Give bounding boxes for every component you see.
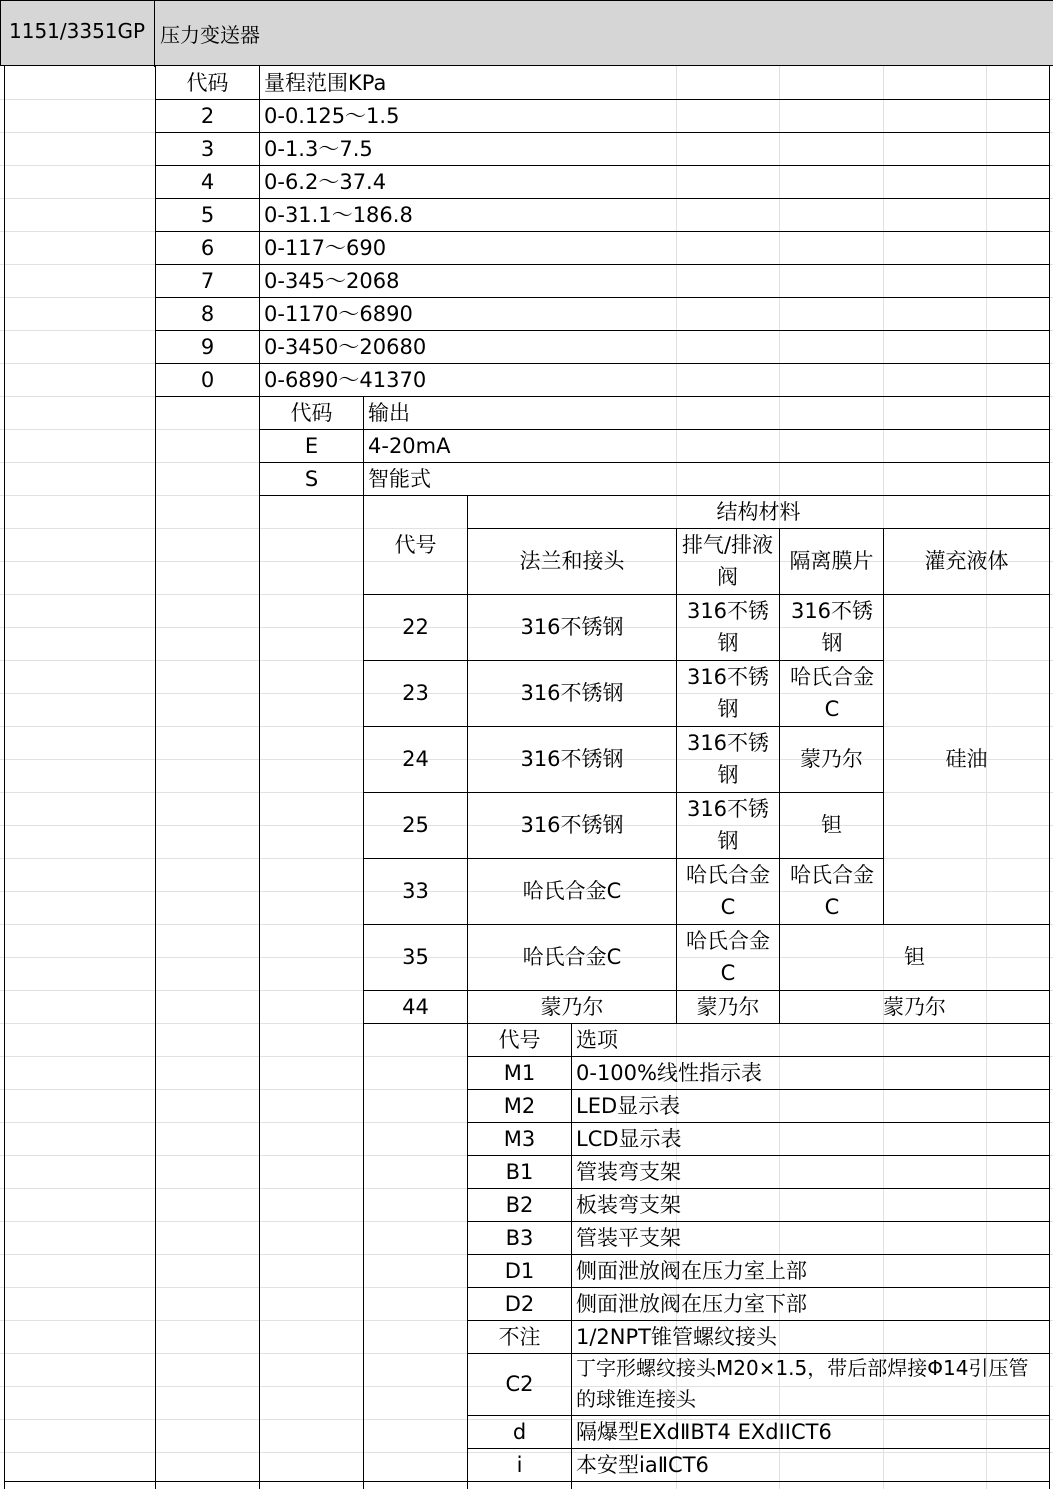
- border: [571, 1023, 572, 1489]
- border: [4, 66, 5, 1489]
- vent-value: 哈氏合金C: [686, 863, 770, 919]
- option-code-header: 代号: [498, 1028, 541, 1052]
- range-code: 4: [200, 170, 215, 194]
- border: [676, 528, 677, 1023]
- option-value: 本安型iaⅡCT6: [576, 1453, 709, 1477]
- diaphragm-value: 316不锈钢: [790, 599, 874, 655]
- diaphragm-value: 哈氏合金C: [790, 665, 874, 721]
- option-code: i: [516, 1453, 523, 1477]
- option-code: d: [512, 1420, 527, 1444]
- range-value: 0-6890～41370: [264, 368, 427, 392]
- range-code: 9: [200, 335, 215, 359]
- range-code: 3: [200, 137, 215, 161]
- grid-line: [986, 66, 987, 1489]
- option-value: 丁字形螺纹接头M20×1.5，带后部焊接Φ14引压管的球锥连接头: [576, 1356, 1029, 1411]
- vent-value: 316不锈钢: [686, 665, 770, 721]
- range-value: 0-117～690: [264, 236, 387, 260]
- range-value: 0-3450～20680: [264, 335, 427, 359]
- border: [363, 726, 884, 727]
- vent-value: 316不锈钢: [686, 797, 770, 853]
- vent-value: 316不锈钢: [686, 599, 770, 655]
- material-code: 23: [402, 681, 429, 705]
- diaphragm-fill-value: 钽: [904, 945, 925, 969]
- diaphragm-header: 隔离膜片: [789, 549, 874, 573]
- diaphragm-value: 哈氏合金C: [790, 863, 874, 919]
- range-value: 0-31.1～186.8: [264, 203, 413, 227]
- range-value: 0-1170～6890: [264, 302, 413, 326]
- output-value: 智能式: [368, 467, 431, 491]
- flange-header: 法兰和接头: [519, 549, 625, 573]
- material-code: 35: [402, 945, 429, 969]
- option-value: LED显示表: [576, 1094, 681, 1118]
- range-header: 量程范围KPa: [264, 71, 387, 95]
- option-value: 侧面泄放阀在压力室上部: [576, 1259, 807, 1283]
- header-band: [0, 0, 1053, 66]
- diaphragm-value: 蒙乃尔: [800, 747, 863, 771]
- flange-value: 316不锈钢: [520, 747, 624, 771]
- option-code: D1: [504, 1259, 535, 1283]
- flange-value: 316不锈钢: [520, 615, 624, 639]
- output-code-header: 代码: [290, 401, 333, 425]
- range-value: 0-345～2068: [264, 269, 400, 293]
- header-divider: [154, 1, 155, 67]
- range-code: 8: [200, 302, 215, 326]
- flange-value: 哈氏合金C: [522, 945, 622, 969]
- output-value: 4-20mA: [368, 434, 451, 458]
- option-code: M3: [503, 1127, 536, 1151]
- range-code: 5: [200, 203, 215, 227]
- flange-value: 316不锈钢: [520, 681, 624, 705]
- material-code: 44: [402, 995, 429, 1019]
- option-value: 侧面泄放阀在压力室下部: [576, 1292, 807, 1316]
- option-code: B2: [505, 1193, 534, 1217]
- border: [363, 792, 884, 793]
- vent-value: 316不锈钢: [686, 731, 770, 787]
- flange-value: 316不锈钢: [520, 813, 624, 837]
- fill-header: 灌充液体: [924, 549, 1009, 573]
- diaphragm-value: 钽: [821, 813, 842, 837]
- flange-value: 蒙乃尔: [540, 995, 604, 1019]
- option-value: 1/2NPT锥管螺纹接头: [576, 1325, 777, 1349]
- material-code: 22: [402, 615, 429, 639]
- border: [1049, 66, 1050, 1489]
- vent-value: 哈氏合金C: [686, 929, 770, 985]
- material-group-title: 结构材料: [716, 500, 801, 524]
- range-code: 0: [200, 368, 215, 392]
- border: [259, 66, 260, 1489]
- range-code: 7: [200, 269, 215, 293]
- material-code-header: 代号: [394, 533, 437, 557]
- diaphragm-fill-value: 蒙乃尔: [883, 995, 946, 1019]
- fill-value: 硅油: [945, 747, 988, 771]
- output-header: 输出: [368, 401, 410, 425]
- range-code-header: 代码: [186, 71, 229, 95]
- material-code: 33: [402, 879, 429, 903]
- option-code: B3: [505, 1226, 534, 1250]
- range-code: 6: [200, 236, 215, 260]
- option-code: M1: [503, 1061, 536, 1085]
- border: [4, 1481, 1050, 1482]
- option-code: C2: [505, 1372, 534, 1396]
- option-value: 0-100%线性指示表: [576, 1061, 762, 1085]
- flange-value: 哈氏合金C: [522, 879, 622, 903]
- option-code: M2: [503, 1094, 536, 1118]
- output-code: S: [304, 467, 319, 491]
- material-code: 25: [402, 813, 429, 837]
- option-code: B1: [505, 1160, 534, 1184]
- option-code: D2: [504, 1292, 535, 1316]
- vent-value: 蒙乃尔: [696, 995, 760, 1019]
- range-code: 2: [200, 104, 215, 128]
- option-header: 选项: [576, 1028, 618, 1052]
- range-value: 0-0.125～1.5: [264, 104, 400, 128]
- border: [363, 1023, 1050, 1024]
- range-value: 0-1.3～7.5: [264, 137, 373, 161]
- option-code: 不注: [498, 1325, 541, 1349]
- option-value: 管装平支架: [576, 1226, 681, 1250]
- vent-header: 排气/排液阀: [681, 533, 774, 589]
- output-code: E: [304, 434, 319, 458]
- product-name: 压力变送器: [160, 23, 260, 47]
- range-value: 0-6.2～37.4: [264, 170, 387, 194]
- option-value: 隔爆型EXdⅡBT4 EXdIICT6: [576, 1420, 832, 1444]
- material-code: 24: [402, 747, 429, 771]
- model-number: 1151/3351GP: [9, 19, 146, 43]
- option-value: LCD显示表: [576, 1127, 682, 1151]
- option-value: 板装弯支架: [576, 1193, 681, 1217]
- option-value: 管装弯支架: [576, 1160, 681, 1184]
